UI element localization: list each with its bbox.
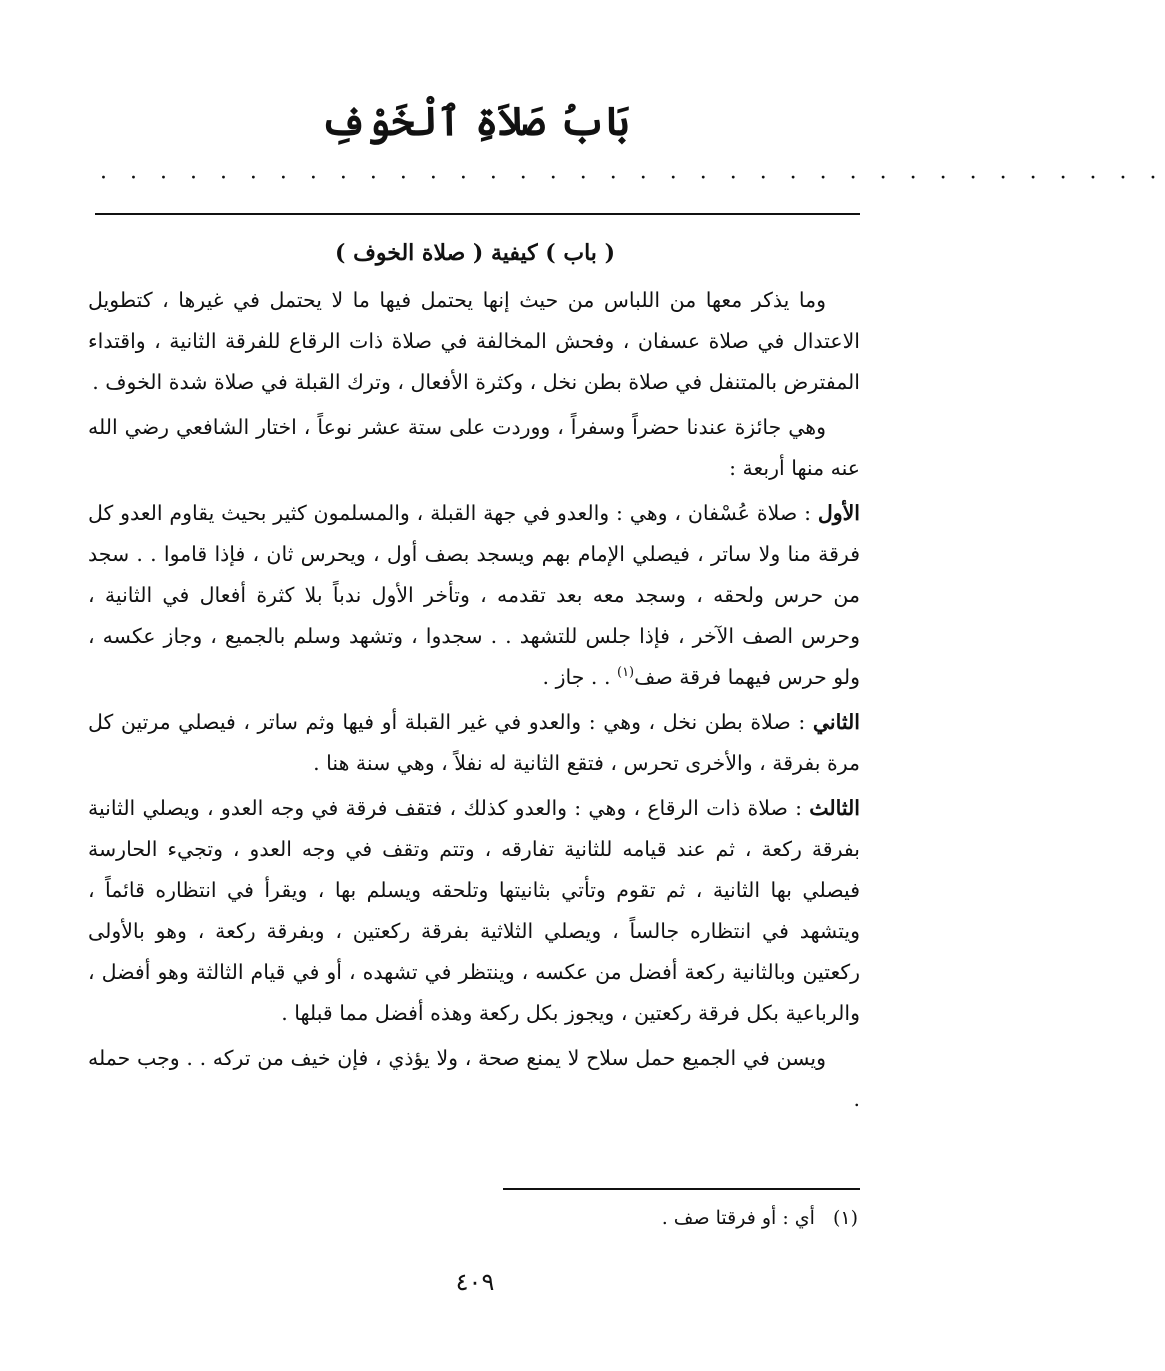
paragraph-lead: الثاني [812, 710, 860, 734]
page-number: ٤٠٩ [455, 1268, 495, 1296]
chapter-title: بَابُ صَلاَةِ ٱلْخَوْفِ [320, 98, 630, 145]
section-subtitle: ( باب ) كيفية ( صلاة الخوف ) [335, 240, 615, 266]
paragraph: الثاني : صلاة بطن نخل ، وهي : والعدو في غير القبلة أو فيها وثم ساتر ، فيصلي مرتين كل مرة بفرقة ، والأخرى تحرس ، فتقع الثانية له نفلاً ، وهي سنة هنا . [88, 710, 860, 775]
paragraph: الأول : صلاة عُسْفان ، وهي : والعدو في جهة القبلة ، والمسلمون كثير بحيث يقاوم العدو كل فرقة منا ولا ساتر ، فيصلي الإمام بهم ويسجد بصف أول ، ويحرس ثان ، فإذا قاموا . . سجد من حرس ولحقه ، وسجد معه بعد تقدمه ، وتأخر الأول ندباً بلا كثرة أفعال في الثانية ، وحرس الصف الآخر ، فإذا جلس للتشهد . . سجدوا ، وتشهد وسلم بالجميع ، وجاز عكسه ، ولو حرس فيهما فرقة صف$^{(١)}$ . . جاز . [88, 501, 860, 689]
paragraph: وهي جائزة عندنا حضراً وسفراً ، ووردت على ستة عشر نوعاً ، اختار الشافعي رضي الله عنه منها أربعة : [88, 415, 860, 480]
footnote-number: (١) [832, 1207, 858, 1229]
body-text [88, 280, 860, 1124]
footnote-rule [503, 1188, 860, 1190]
paragraph: ويسن في الجميع حمل سلاح لا يمنع صحة ، ولا يؤذي ، فإن خيف من تركه . . وجب حمله . [88, 1046, 860, 1111]
paragraph: الثالث : صلاة ذات الرقاع ، وهي : والعدو كذلك ، فتقف فرقة في وجه العدو ، ويصلي الثانية بفرقة ركعة ، ثم عند قيامه للثانية تفارقه ، وتتم وتقف في وجه العدو ، وتجيء الحارسة فيصلي بها الثانية ، ثم تقوم وتأتي بثانيتها وتلحقه ويسلم بها ، ويقرأ في انتظاره قائماً ، ويتشهد في انتظاره جالساً ، ويصلي الثلاثية بفرقة ركعتين ، وبفرقة ركعة ، وهو بالأولى ركعتين وبالثانية ركعة أفضل من عكسه ، وينتظر في تشهده ، أو في قيام الثالثة وهو أفضل ، والرباعية بكل فرقة ركعتين ، ويجوز بكل ركعة وهذه أفضل مما قبلها . [88, 796, 860, 1025]
paragraph-lead: الأول [817, 501, 860, 525]
horizontal-rule [95, 213, 860, 215]
footnote-text: أي : أو فرقتا صف . [661, 1207, 815, 1229]
dotted-separator: · · · · · · · · · · · · · · · · · · · · · · · · · · · · · · · · · · · · [100, 166, 1165, 191]
paragraph: وما يذكر معها من اللباس من حيث إنها يحتمل فيها ما لا يحتمل في غيرها ، كتطويل الاعتدال في صلاة عسفان ، وفحش المخالفة في صلاة ذات الرقاع للفرقة الثانية ، واقتداء المفترض بالمتنفل في صلاة بطن نخل ، وكثرة الأفعال ، وترك القبلة في صلاة شدة الخوف . [88, 288, 860, 394]
paragraph-lead: الثالث [809, 796, 860, 820]
footnote-marker: (١) [616, 665, 635, 681]
footnote [158, 1207, 858, 1229]
